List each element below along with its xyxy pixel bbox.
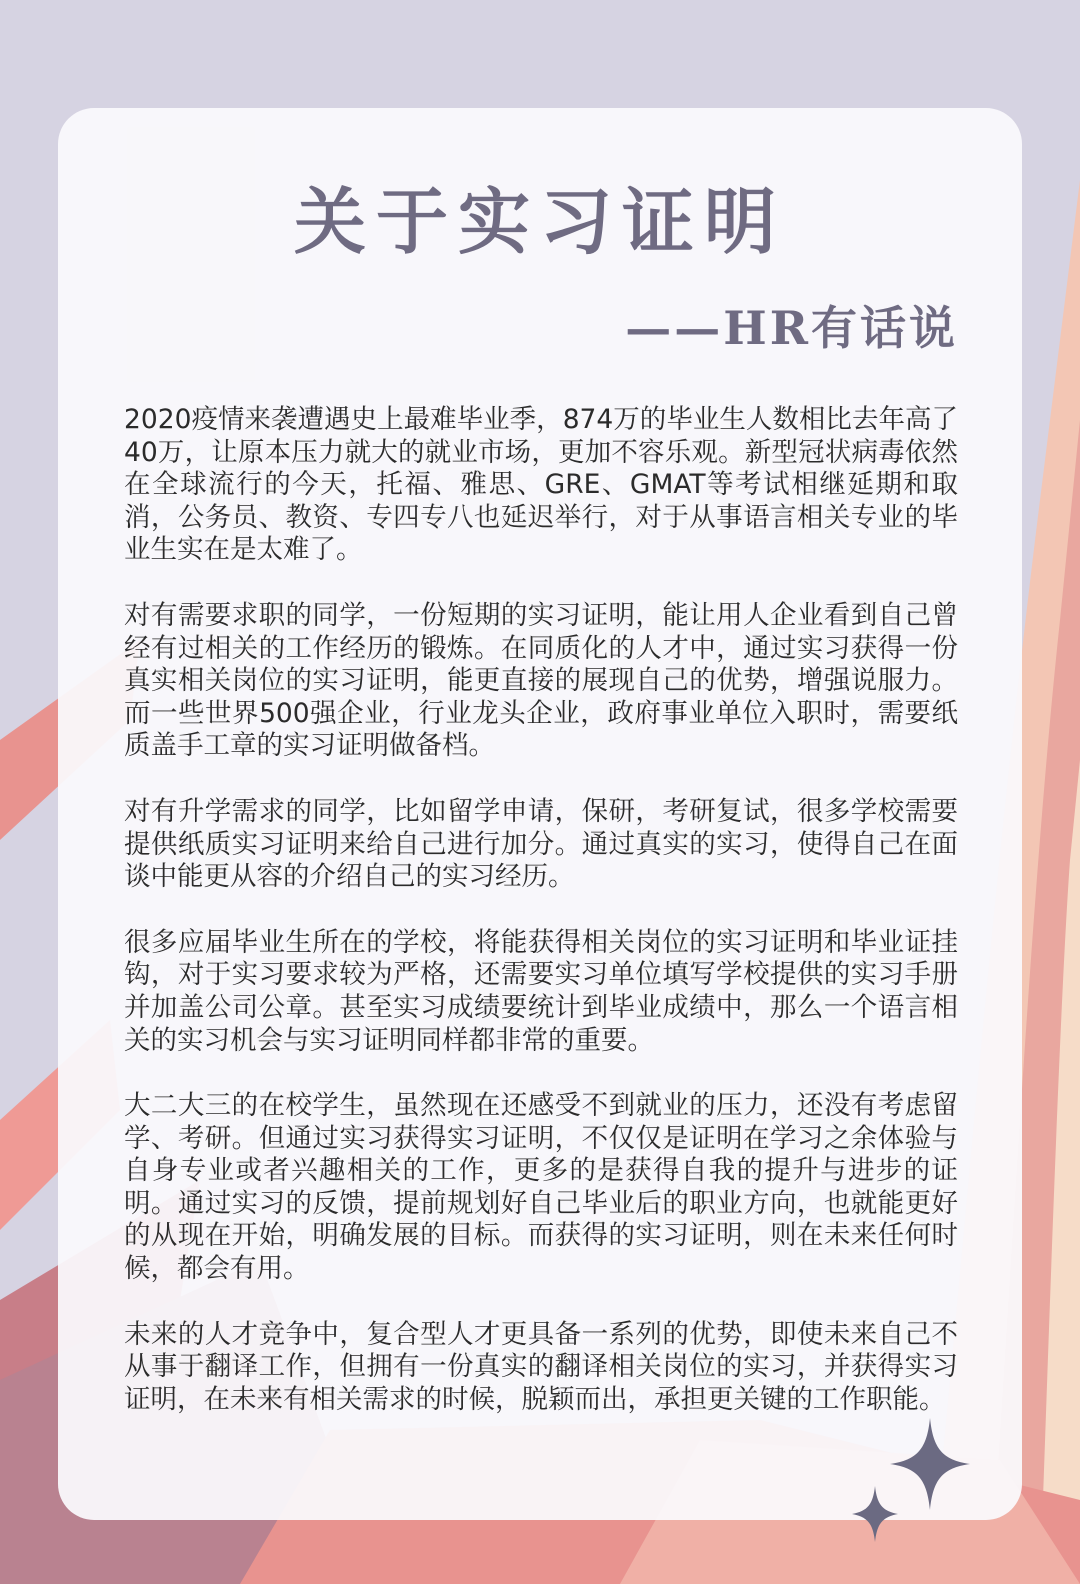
page-title: 关于实习证明 xyxy=(293,179,786,264)
page-subtitle: ——HR有话说 xyxy=(625,301,958,355)
sparkle-icon xyxy=(890,1418,970,1510)
paragraph: 很多应届毕业生所在的学校，将能获得相关岗位的实习证明和毕业证挂钩，对于实习要求较为严格，还需要实习单位填写学校提供的实习手册并加盖公司公章。甚至实习成绩要统计到毕业成绩中，那么一个语言相关的实习机会与实习证明同样都非常的重要。 xyxy=(124,926,958,1056)
paragraph: 2020疫情来袭遭遇史上最难毕业季，874万的毕业生人数相比去年高了40万，让原本压力就大的就业市场，更加不容乐观。新型冠状病毒依然在全球流行的今天，托福、雅思、GRE、GMAT等考试相继延期和取消，公务员、教资、专四专八也延迟举行，对于从事语言相关专业的毕业生实在是太难了。 xyxy=(124,404,958,566)
paragraph: 对有升学需求的同学，比如留学申请，保研，考研复试，很多学校需要提供纸质实习证明来给自己进行加分。通过真实的实习，使得自己在面谈中能更从容的介绍自己的实习经历。 xyxy=(124,795,958,893)
article-body xyxy=(124,404,958,1449)
paragraph: 对有需要求职的同学，一份短期的实习证明，能让用人企业看到自己曾经有过相关的工作经历的锻炼。在同质化的人才中，通过实习获得一份真实相关岗位的实习证明，能更直接的展现自己的优势，增强说服力。而一些世界500强企业，行业龙头企业，政府事业单位入职时，需要纸质盖手工章的实习证明做备档。 xyxy=(124,599,958,762)
sparkle-icon xyxy=(852,1486,898,1542)
paragraph: 大二大三的在校学生，虽然现在还感受不到就业的压力，还没有考虑留学、考研。但通过实习获得实习证明，不仅仅是证明在学习之余体验与自身专业或者兴趣相关的工作，更多的是获得自我的提升与进步的证明。通过实习的反馈，提前规划好自己毕业后的职业方向，也就能更好的从现在开始，明确发展的目标。而获得的实习证明，则在未来任何时候，都会有用。 xyxy=(124,1090,958,1285)
paragraph: 未来的人才竞争中，复合型人才更具备一系列的优势，即使未来自己不从事于翻译工作，但拥有一份真实的翻译相关岗位的实习，并获得实习证明，在未来有相关需求的时候，脱颖而出，承担更关键的工作职能。 xyxy=(124,1318,958,1415)
